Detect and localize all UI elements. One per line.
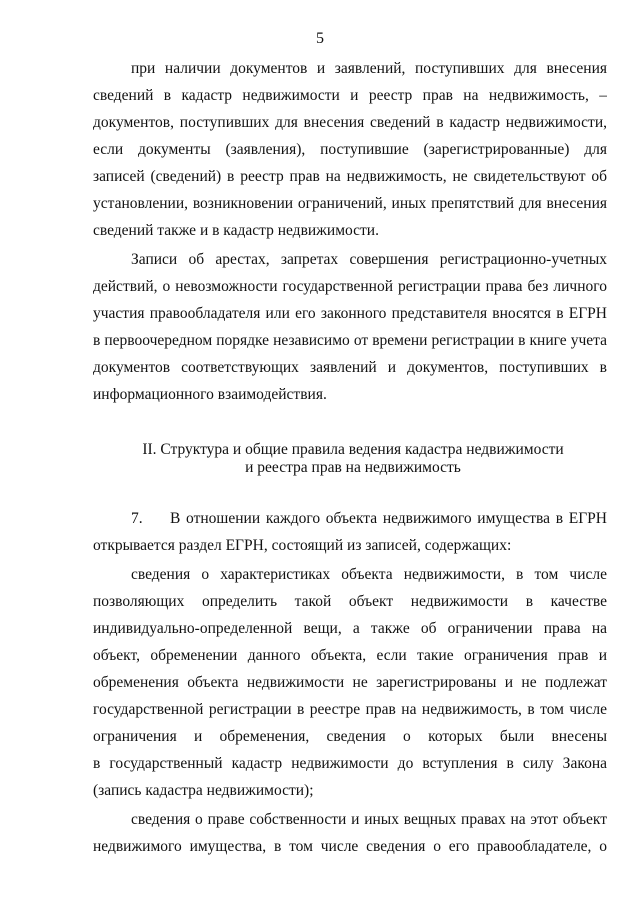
text-line: информационного взаимодействия.: [93, 386, 327, 403]
text-line: установлении, возникновении ограничений, иных препятствий для внесения: [93, 195, 607, 212]
text-line: обременения объекта недвижимости не зарегистрированы и не подлежат: [93, 674, 607, 691]
text-line: при наличии документов и заявлений, поступивших для внесения: [131, 60, 607, 77]
page-number: 5: [316, 30, 324, 47]
text-line: в государственный кадастр недвижимости до вступления в силу Закона: [93, 755, 607, 772]
text-line: документов соответствующих заявлений и документов, поступивших в: [93, 359, 607, 376]
text-line: ограничения и обременения, сведения о которых были внесены: [93, 728, 607, 745]
text-line: объект, обременении данного объекта, если такие ограничения прав и: [93, 647, 607, 664]
text-line: документов, поступивших для внесения сведений в кадастр недвижимости,: [93, 114, 607, 131]
text-line: сведений также и в кадастр недвижимости.: [93, 222, 379, 239]
text-line: записей (сведений) в реестр прав на недвижимость, не свидетельствуют об: [93, 168, 607, 185]
text-line: сведений в кадастр недвижимости и реестр прав на недвижимость, –: [93, 87, 607, 104]
text-line: Записи об арестах, запретах совершения регистрационно-учетных: [131, 251, 607, 268]
text-line: сведения о характеристиках объекта недвижимости, в том числе: [131, 566, 607, 583]
text-line: (запись кадастра недвижимости);: [93, 782, 314, 799]
text-line: открывается раздел ЕГРН, состоящий из записей, содержащих:: [93, 537, 512, 554]
heading-line: и реестра прав на недвижимость: [245, 459, 461, 476]
text-line: если документы (заявления), поступившие (зарегистрированные) для: [93, 141, 607, 158]
text-line: В отношении каждого объекта недвижимого имущества в ЕГРН: [170, 510, 607, 527]
text-line: участия правообладателя или его законного представителя вносятся в ЕГРН: [93, 305, 607, 322]
text-line: позволяющих определить такой объект недвижимости в качестве: [93, 593, 607, 610]
text-line: индивидуально-определенной вещи, а также об ограничении права на: [93, 620, 607, 637]
heading-line: II. Структура и общие правила ведения кадастра недвижимости: [142, 441, 564, 458]
text-line: недвижимого имущества, в том числе сведения о его правообладателе, о: [93, 838, 607, 855]
text-line: действий, о невозможности государственной регистрации права без личного: [93, 278, 607, 295]
text-line: государственной регистрации в реестре прав на недвижимость, в том числе: [93, 701, 607, 718]
text-line: сведения о праве собственности и иных вещных правах на этот объект: [131, 811, 607, 828]
text-line: в первоочередном порядке независимо от времени регистрации в книге учета: [93, 332, 607, 349]
item-number: 7.: [131, 510, 143, 527]
